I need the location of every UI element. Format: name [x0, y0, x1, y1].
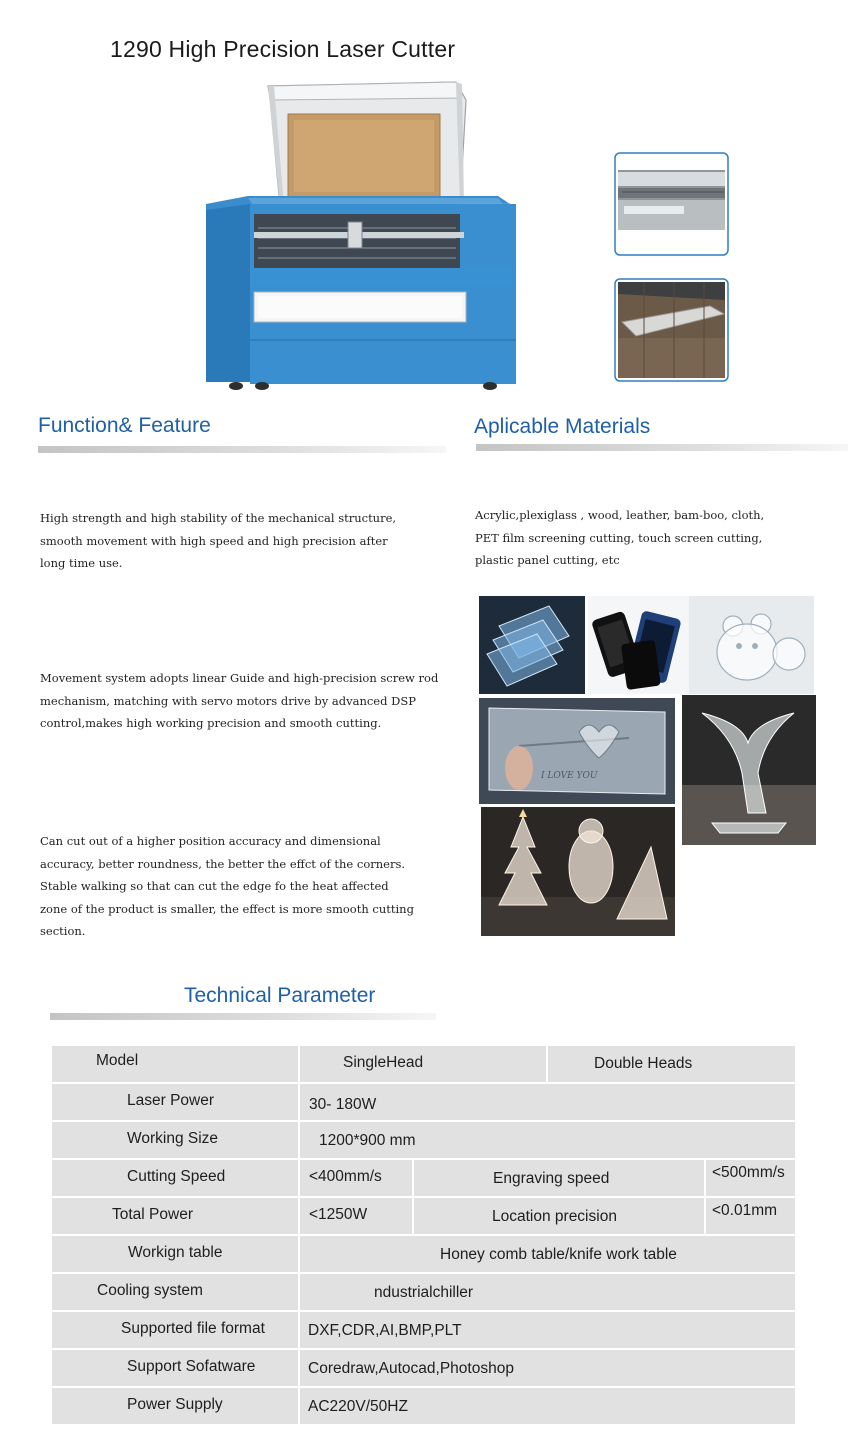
- row-label-software: Support Sofatware: [127, 1358, 256, 1375]
- value-laser-power: 30- 180W: [309, 1096, 377, 1113]
- table-row: [52, 1084, 795, 1120]
- value-cooling-system: ndustrialchiller: [374, 1284, 474, 1301]
- table-row: [52, 1350, 795, 1386]
- text-line: Acrylic,plexiglass , wood, leather, bam-boo, cloth,: [475, 508, 765, 522]
- value-total-power: <1250W: [309, 1206, 368, 1223]
- acrylic-heart-block-photo: [479, 698, 675, 804]
- text-line: accuracy, better roundness, the better the effct of the corners.: [40, 856, 406, 871]
- materials-underline: [476, 444, 848, 451]
- product-title: 1290 High Precision Laser Cutter: [110, 36, 456, 62]
- feature-paragraph-2: [40, 667, 438, 735]
- text-line: smooth movement with high speed and high precision after: [40, 533, 388, 548]
- materials-heading: Aplicable Materials: [474, 415, 651, 438]
- text-line: Can cut out of a higher position accuracy and dimensional: [40, 834, 381, 848]
- row-label-total-power: Total Power: [112, 1206, 193, 1223]
- text-line: Stable walking so that can cut the edge fo the heat affected: [40, 879, 389, 893]
- table-row: [52, 1160, 795, 1196]
- row-label-laser-power: Laser Power: [127, 1092, 215, 1109]
- row-label-cooling-system: Cooling system: [97, 1282, 203, 1299]
- laser-cutter-machine-image: [198, 78, 526, 392]
- bed-detail-photo: [614, 278, 729, 382]
- row-label-cutting-speed: Cutting Speed: [127, 1168, 226, 1185]
- value-file-format: DXF,CDR,AI,BMP,PLT: [308, 1322, 462, 1339]
- value-software: Coredraw,Autocad,Photoshop: [308, 1360, 514, 1377]
- table-row: [52, 1388, 795, 1424]
- rail-detail-photo: [614, 152, 729, 256]
- acrylic-bear-photo: [689, 596, 814, 694]
- text-line: mechanism, matching with servo motors drive by advanced DSP: [40, 693, 416, 708]
- value-engraving-speed: <500mm/s: [712, 1164, 785, 1181]
- function-feature-underline: [38, 446, 446, 453]
- value-singlehead: SingleHead: [343, 1054, 424, 1071]
- table-row: [52, 1122, 795, 1158]
- technical-parameter-heading: Technical Parameter: [184, 984, 376, 1007]
- engraved-text: I LOVE YOU: [541, 771, 598, 781]
- technical-parameter-underline: [50, 1013, 436, 1020]
- text-line: plastic panel cutting, etc: [475, 553, 620, 567]
- text-line: High strength and high stability of the mechanical structure,: [40, 511, 397, 525]
- row-label-model: Model: [96, 1052, 139, 1069]
- table-row: [52, 1274, 795, 1310]
- value-cutting-speed: <400mm/s: [309, 1168, 382, 1185]
- table-row: [52, 1198, 795, 1234]
- function-feature-heading: Function& Feature: [38, 414, 211, 437]
- value-double-heads: Double Heads: [594, 1055, 693, 1072]
- text-line: PET film screening cutting, touch screen cutting,: [475, 530, 763, 545]
- text-line: Movement system adopts linear Guide and high-precision screw rod: [40, 671, 439, 685]
- acrylic-christmas-photo: [481, 807, 675, 936]
- feature-paragraph-3: [40, 830, 414, 943]
- value-power-supply: AC220V/50HZ: [308, 1398, 408, 1415]
- row-label-file-format: Supported file format: [121, 1320, 265, 1337]
- row-label-working-table: Workign table: [128, 1244, 223, 1261]
- label-location-precision: Location precision: [492, 1208, 617, 1225]
- text-line: zone of the product is smaller, the effect is more smooth cutting: [40, 901, 414, 916]
- feature-paragraph-1: [40, 507, 396, 575]
- materials-description: [475, 504, 764, 572]
- value-working-size: 1200*900 mm: [319, 1132, 416, 1149]
- text-line: long time use.: [40, 556, 123, 570]
- row-label-working-size: Working Size: [127, 1130, 219, 1147]
- label-engraving-speed: Engraving speed: [493, 1170, 610, 1187]
- value-location-precision: <0.01mm: [712, 1202, 778, 1219]
- row-label-power-supply: Power Supply: [127, 1396, 223, 1413]
- table-row: [52, 1312, 795, 1348]
- value-working-table: Honey comb table/knife work table: [440, 1246, 677, 1263]
- table-row: [52, 1046, 795, 1082]
- acrylic-sheets-photo: [479, 596, 585, 694]
- text-line: section.: [40, 924, 86, 938]
- acrylic-stand-photo: [682, 695, 816, 845]
- table-row: [52, 1236, 795, 1272]
- text-line: control,makes high working precision and smooth cutting.: [40, 716, 382, 730]
- touch-screen-photo: [588, 596, 689, 694]
